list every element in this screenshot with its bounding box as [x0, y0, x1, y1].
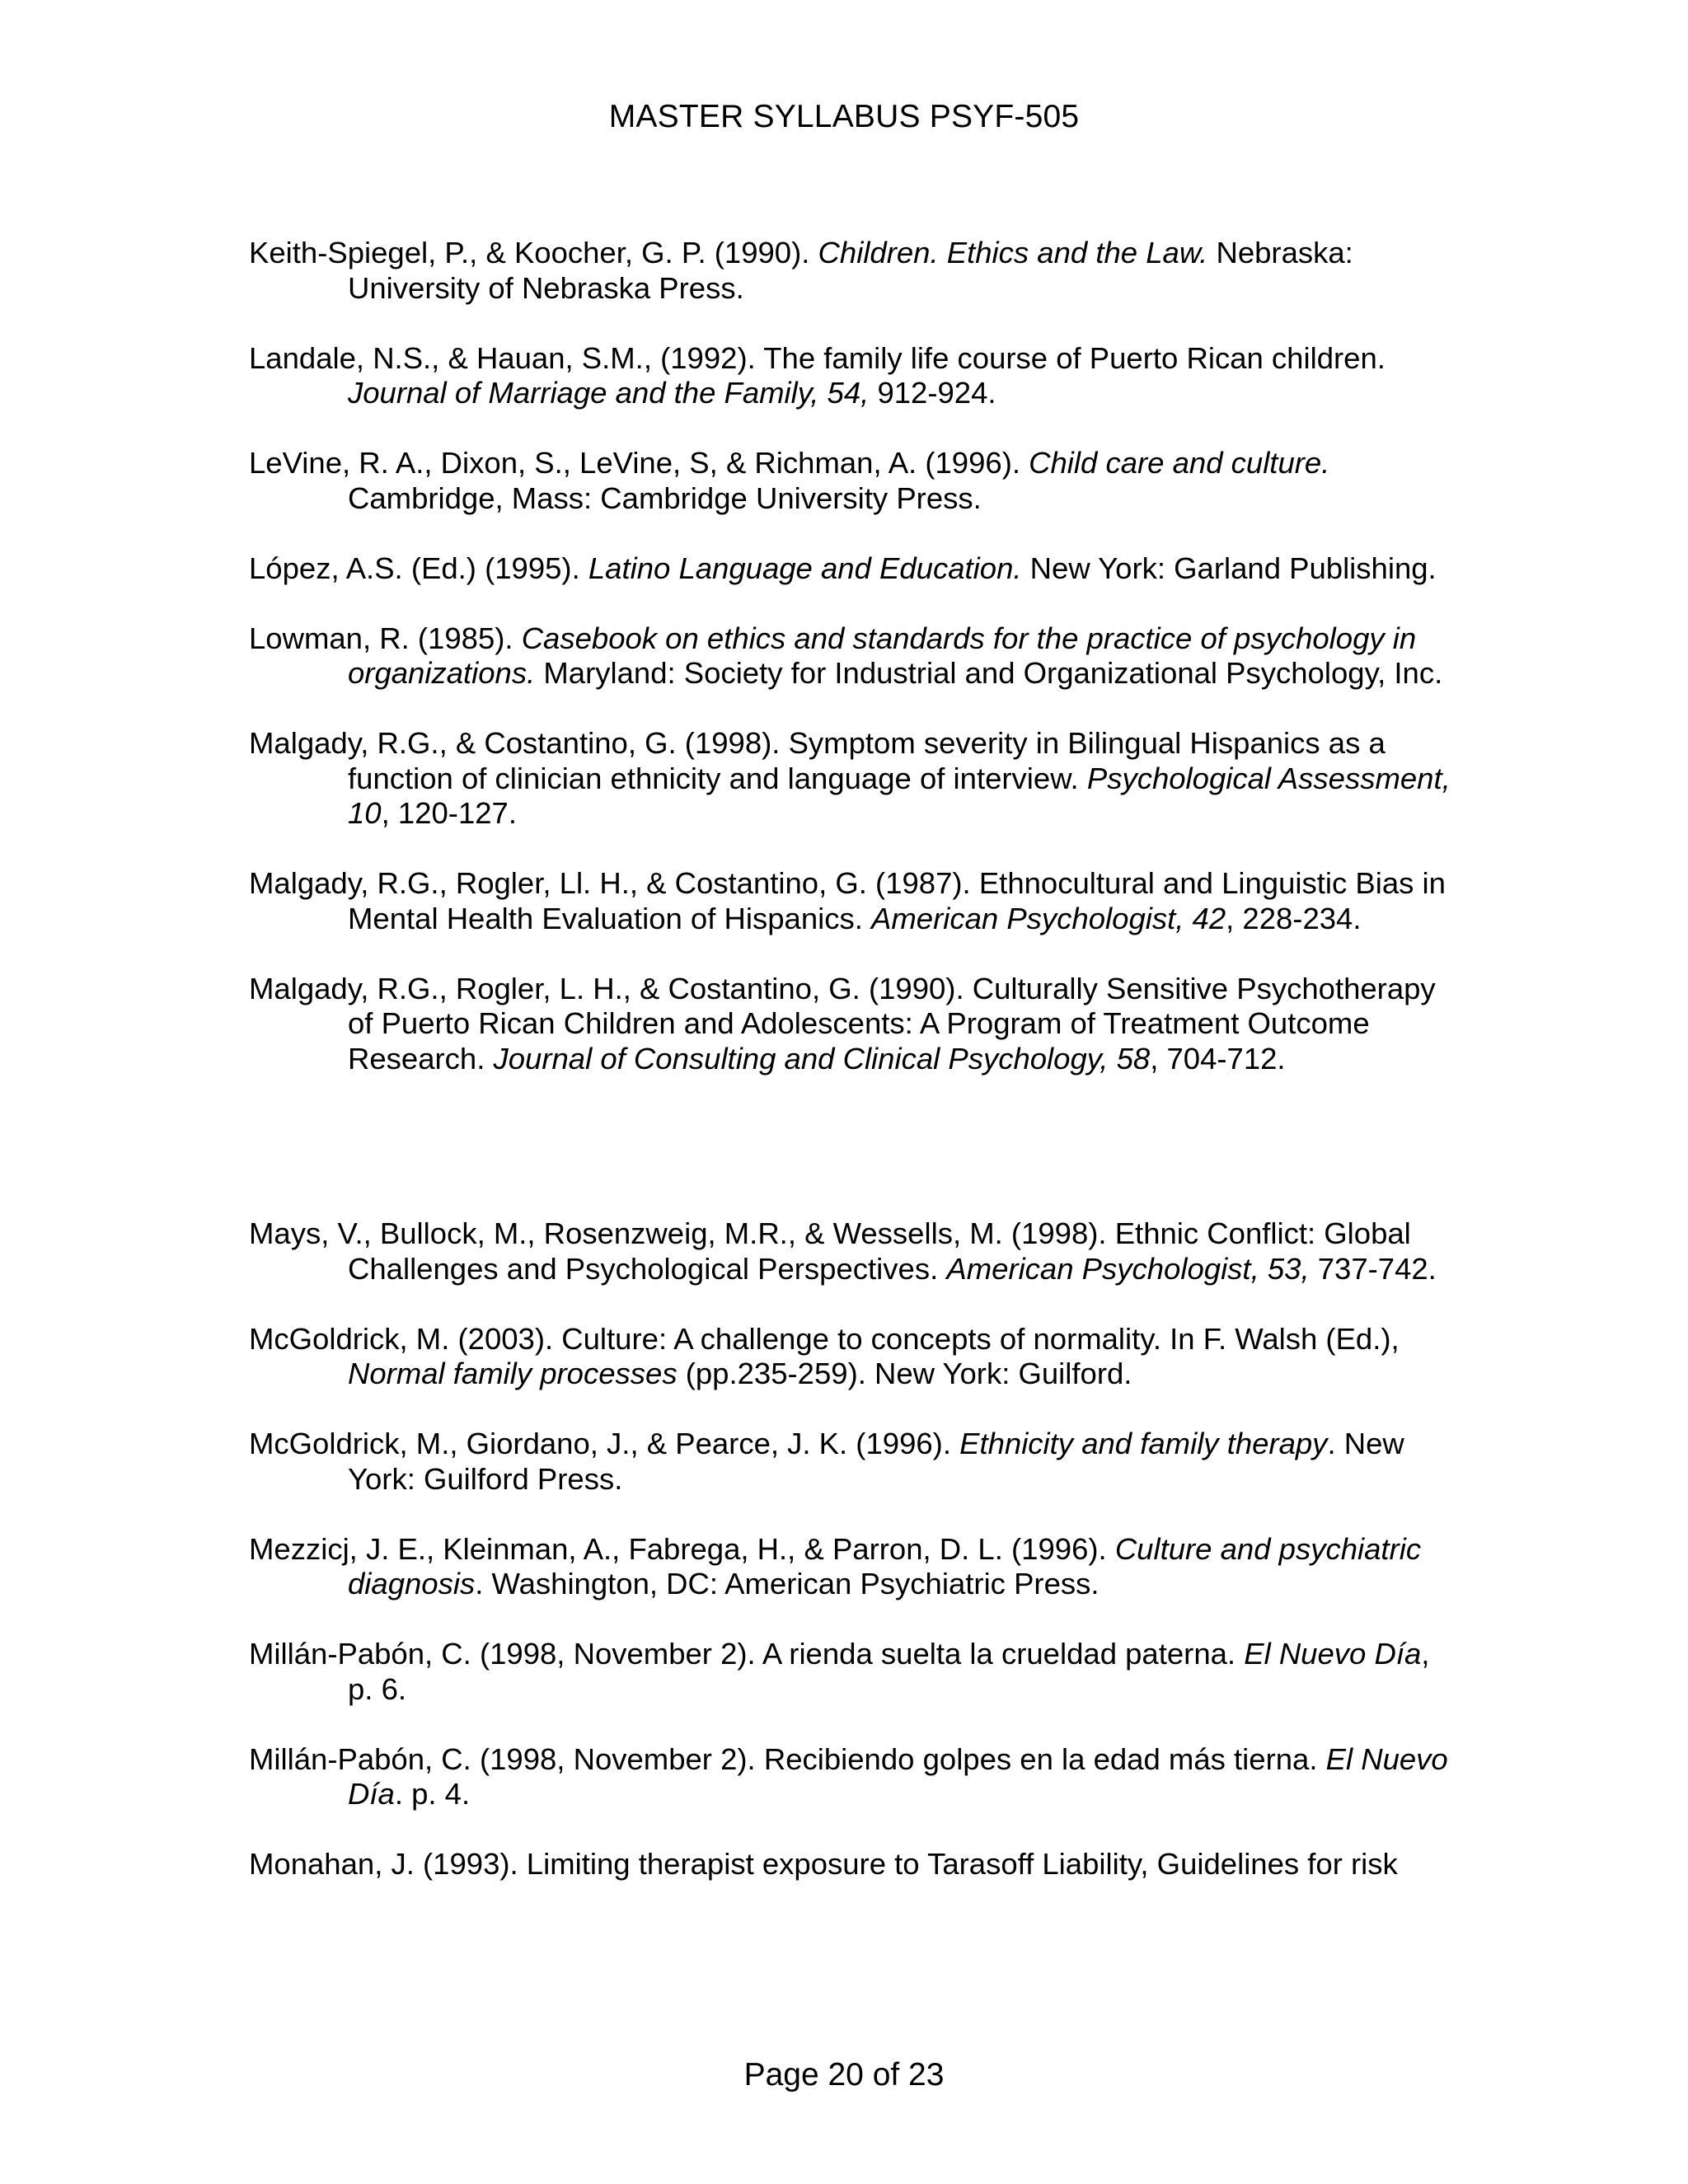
- reference-source-title: Casebook on ethics and standards for the practice of psychology in organizations.: [348, 621, 1417, 690]
- reference-source-title: Normal family processes: [348, 1357, 678, 1390]
- reference-text: Nebraska: University of Nebraska Press.: [348, 236, 1353, 305]
- reference-text: , 228-234.: [1226, 901, 1362, 935]
- reference-text: Monahan, J. (1993). Limiting therapist exposure to Tarasoff Liability, Guidelines for risk: [249, 1847, 1398, 1881]
- reference-text: Millán-Pabón, C. (1998, November 2). A rienda suelta la crueldad paterna.: [249, 1637, 1245, 1671]
- reference-text: 737-742.: [1309, 1251, 1437, 1286]
- reference-text: Cambridge, Mass: Cambridge University Press.: [348, 480, 982, 515]
- reference-text: Malgady, R.G., Rogler, Ll. H., & Costantino, G. (1987). Ethnocultural and Linguistic Bias in Mental Health Evaluation of Hispanics.: [249, 866, 1446, 935]
- reference-entry: [249, 236, 1452, 306]
- reference-entry: [249, 341, 1452, 411]
- reference-list: [249, 236, 1452, 1917]
- reference-text: McGoldrick, M. (2003). Culture: A challenge to concepts of normality. In F. Walsh (Ed.),: [249, 1321, 1400, 1356]
- reference-entry: [249, 1216, 1452, 1286]
- page-number: Page 20 of 23: [743, 2057, 945, 2093]
- reference-entry: [249, 866, 1452, 936]
- reference-source-title: Psychological Assessment, 10: [348, 761, 1451, 830]
- page-header: MASTER SYLLABUS PSYF-505: [608, 99, 1080, 134]
- reference-entry: [249, 621, 1452, 691]
- reference-source-title: American Psychologist, 42: [871, 901, 1226, 935]
- reference-source-title: Children. Ethics and the Law.: [818, 236, 1208, 269]
- reference-source-title: El Nuevo Día: [348, 1741, 1448, 1811]
- reference-text: Lowman, R. (1985).: [249, 621, 522, 655]
- reference-text: McGoldrick, M., Giordano, J., & Pearce, J. K. (1996).: [249, 1427, 960, 1460]
- reference-text: , 704-712.: [1150, 1041, 1286, 1076]
- reference-source-title: Journal of Marriage and the Family, 54,: [348, 376, 870, 410]
- reference-text: New York: Garland Publishing.: [1021, 551, 1437, 585]
- reference-text: . New York: Guilford Press.: [348, 1427, 1404, 1496]
- reference-text: . p. 4.: [394, 1777, 471, 1811]
- reference-text: Mays, V., Bullock, M., Rosenzweig, M.R., & Wessells, M. (1998). Ethnic Conflict: Global Challenges and Psychological Perspectives.: [249, 1216, 1411, 1286]
- reference-text: Keith-Spiegel, P., & Koocher, G. P. (1990).: [249, 236, 818, 269]
- reference-entry: [249, 1637, 1452, 1707]
- reference-entry: [249, 1742, 1452, 1812]
- reference-text: Maryland: Society for Industrial and Organizational Psychology, Inc.: [535, 656, 1443, 690]
- reference-text: (pp.235-259). New York: Guilford.: [677, 1357, 1132, 1390]
- reference-entry: [249, 972, 1452, 1077]
- reference-source-title: Journal of Consulting and Clinical Psychology, 58: [493, 1041, 1151, 1076]
- reference-text: Mezzicj, J. E., Kleinman, A., Fabrega, H., & Parron, D. L. (1996).: [249, 1531, 1115, 1566]
- reference-text: , 120-127.: [381, 796, 517, 830]
- reference-text: . Washington, DC: American Psychiatric Press.: [475, 1567, 1100, 1601]
- reference-text: Millán-Pabón, C. (1998, November 2). Recibiendo golpes en la edad más tierna.: [249, 1741, 1326, 1776]
- reference-source-title: Culture and psychiatric diagnosis: [348, 1531, 1422, 1601]
- reference-text: 912-924.: [869, 376, 996, 410]
- reference-source-title: Child care and culture.: [1029, 446, 1330, 480]
- reference-source-title: Ethnicity and family therapy: [959, 1427, 1328, 1460]
- reference-text: Malgady, R.G., & Costantino, G. (1998). Symptom severity in Bilingual Hispanics as a function of clinician ethnicity and language of interview.: [249, 726, 1386, 795]
- reference-source-title: El Nuevo Día: [1244, 1637, 1422, 1671]
- reference-text: López, A.S. (Ed.) (1995).: [249, 551, 588, 585]
- reference-text: , p. 6.: [348, 1637, 1430, 1706]
- reference-entry: [249, 551, 1452, 587]
- reference-entry: [249, 1532, 1452, 1602]
- reference-entry: [249, 446, 1452, 516]
- reference-entry: [249, 1322, 1452, 1392]
- reference-text: Landale, N.S., & Hauan, S.M., (1992). The family life course of Puerto Rican children.: [249, 340, 1386, 375]
- reference-text: Malgady, R.G., Rogler, L. H., & Costantino, G. (1990). Culturally Sensitive Psychotherapy of Puerto Rican Children and Adolescents: A Program of Treatment Outcome Research.: [249, 971, 1436, 1076]
- reference-entry: [249, 1847, 1452, 1882]
- reference-text: LeVine, R. A., Dixon, S., LeVine, S, & Richman, A. (1996).: [249, 446, 1029, 480]
- reference-entry: [249, 726, 1452, 832]
- reference-source-title: American Psychologist, 53,: [946, 1251, 1310, 1286]
- reference-entry: [249, 1427, 1452, 1497]
- reference-source-title: Latino Language and Education.: [588, 551, 1022, 585]
